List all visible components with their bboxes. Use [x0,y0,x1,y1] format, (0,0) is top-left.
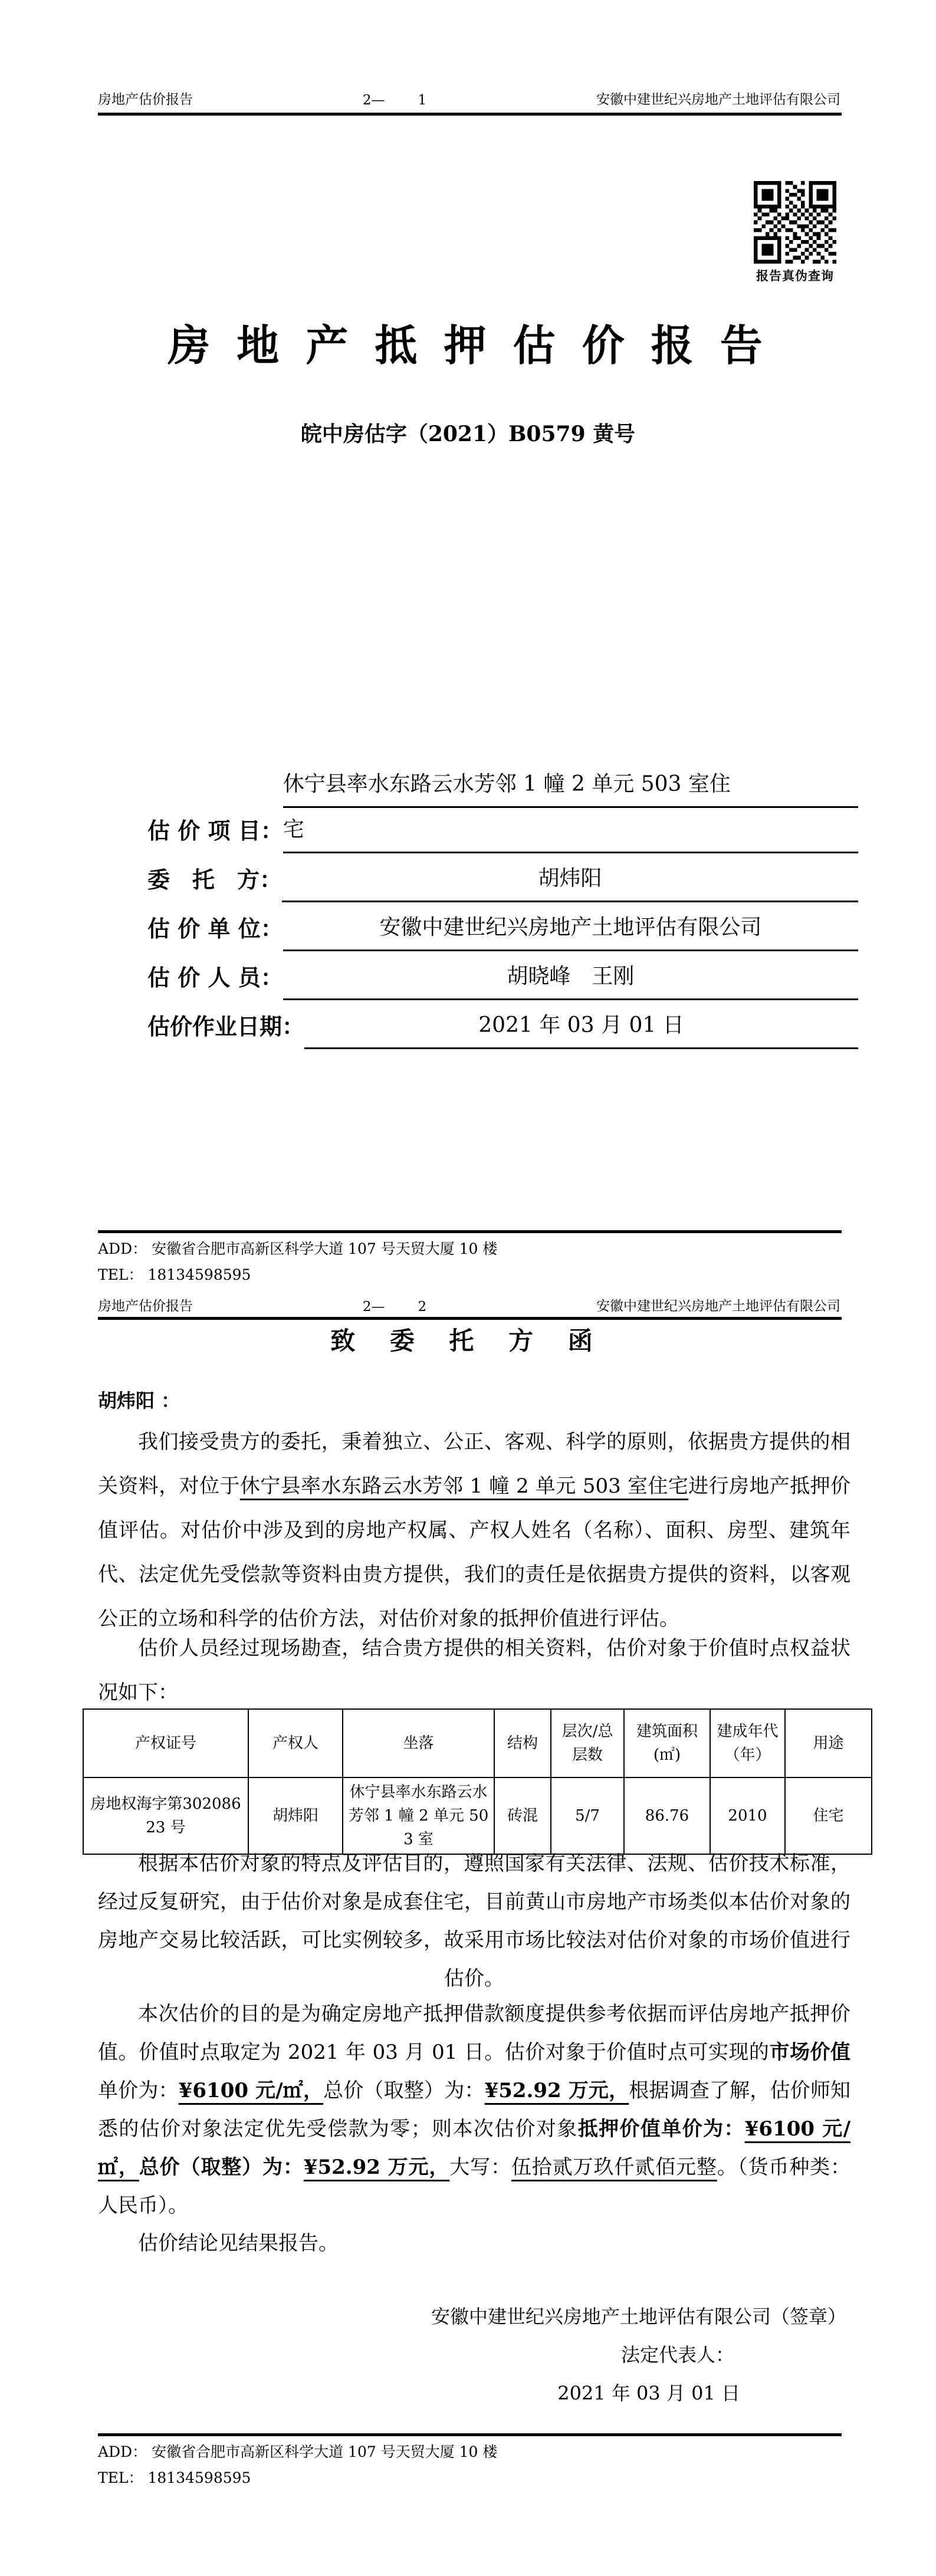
text-segment: 我们接受贵方的委托，秉着独立、公正、客观、科学的原则，依据贵方提供的相关资料，对位于 [98,1430,850,1498]
field-appraisal-date [147,1004,858,1049]
signature-company: 安徽中建世纪兴房地产土地评估有限公司（签章） [431,2305,846,2328]
field-value: 胡炜阳 [282,857,858,902]
footer-rule [98,1230,842,1233]
header-page-indicator [193,1299,596,1315]
field-value-line2: 宅 [283,808,858,853]
letter-paragraph-5: 估价结论见结果报告。 [138,2232,339,2255]
text-segment: 总价（取整）为： [323,2079,485,2102]
qr-caption: 报告真伪查询 [756,268,834,283]
field-value-line1: 休宁县率水东路云水芳邻 1 幢 2 单元 503 室住 [283,763,858,808]
signature-date: 2021 年 03 月 01 日 [557,2382,740,2404]
text-segment: ¥52.92 万元， [303,2156,450,2179]
header-company-name: 安徽中建世纪兴房地产土地评估有限公司 [596,1299,840,1314]
page2-running-header [98,1295,840,1315]
cell-floor: 5/7 [551,1777,624,1854]
qr-code [754,181,836,264]
header-page-prefix: 2— [362,93,385,108]
text-segment: 。（货币种类：人民币）。 [98,2156,851,2217]
cell-owner: 胡炜阳 [248,1777,343,1854]
field-appraisers [147,955,858,1000]
header-doc-title: 房地产估价报告 [98,1299,193,1314]
header-rule [98,113,842,116]
text-segment: 根据调查了解，估价师知悉的估价对象法定优先受偿款为零；则本次估价对象 [98,2079,851,2141]
report-number: 皖中房估字（2021）B0579 黄号 [300,422,636,446]
qr-verification-block [753,181,837,284]
text-segment: 抵押价值单价为： [577,2117,745,2141]
text-segment: 总价（取整）为： [139,2156,304,2179]
col-header-cert-no: 产权证号 [83,1709,248,1777]
header-doc-title: 房地产估价报告 [98,92,193,107]
field-value-wrap [283,763,858,853]
field-client [147,857,858,902]
header-page-number: 2 [418,1299,427,1315]
col-header-structure: 结构 [494,1709,551,1777]
cell-year-built: 2010 [710,1777,785,1854]
field-label: 估 价 单 位： [147,915,283,942]
header-rule [98,1317,842,1320]
text-segment: 休宁县率水东路云水芳邻 1 幢 2 单元 503 室住宅 [239,1474,689,1498]
header-page-indicator [193,93,596,108]
report-title: 房 地 产 抵 押 估 价 报 告 [168,320,768,370]
text-segment: ¥6100 元/㎡， [98,2117,851,2179]
text-segment: 进行房地产抵押价值评估。对估价中涉及到的房地产权属、产权人姓名（名称）、面积、房型、建筑年代、法定优先受偿款等资料由贵方提供，我们的责任是依据贵方提供的资料，以客观公正的立场和科学的估价方法，对估价对象的抵押价值进行评估。 [98,1474,851,1631]
field-label: 估 价 项 目： [147,817,283,844]
page1-footer [98,1236,842,1288]
page1-running-header [98,88,840,108]
field-value: 2021 年 03 月 01 日 [304,1004,858,1049]
footer-phone: TEL： 18134598595 [98,2469,251,2486]
footer-phone: TEL： 18134598595 [98,1266,251,1283]
field-value: 安徽中建世纪兴房地产土地评估有限公司 [283,906,858,951]
col-header-floor: 层次/总层数 [551,1709,624,1777]
signature-legal-representative: 法定代表人： [620,2344,734,2366]
cell-location: 休宁县率水东路云水芳邻 1 幢 2 单元 503 室 [343,1777,494,1854]
text-segment: 伍拾贰万玖仟贰佰元整 [511,2156,717,2179]
cell-structure: 砖混 [494,1777,551,1854]
header-company-name: 安徽中建世纪兴房地产土地评估有限公司 [596,92,840,107]
text-segment: ¥6100 元/㎡， [178,2079,324,2102]
letter-title: 致 委 托 方 函 [330,1326,606,1355]
letter-paragraph-1 [98,1420,850,1641]
field-value: 胡晓峰 王刚 [283,955,858,1000]
text-segment: 市场价值 [769,2041,851,2064]
header-page-prefix: 2— [362,1299,385,1315]
text-segment: ¥52.92 万元， [484,2079,629,2102]
table-row [83,1777,872,1854]
table-header-row [83,1709,872,1777]
letter-paragraph-4 [98,1995,850,2225]
letter-salutation: 胡炜阳 ： [98,1389,180,1412]
footer-rule [98,2433,842,2436]
property-rights-table [83,1708,872,1855]
signature-block [98,2298,846,2413]
field-appraisal-agency [147,906,858,951]
header-page-number: 1 [418,93,427,108]
text-segment: 单价为： [98,2079,179,2102]
footer-address: ADD： 安徽省合肥市高新区科学大道 107 号天贸大厦 10 楼 [98,2443,498,2460]
text-segment: 本次估价的目的是为确定房地产抵押借款额度提供参考依据而评估房地产抵押价值。价值时点取定为 2021 年 03 月 01 日。估价对象于价值时点可实现的 [98,2002,850,2064]
text-segment: 大写： [449,2156,511,2179]
field-label: 估价作业日期： [147,1013,305,1040]
cell-usage: 住宅 [785,1777,872,1854]
col-header-year-built: 建成年代（年） [710,1709,785,1777]
cell-cert-no: 房地权海字第30208623 号 [83,1777,248,1854]
cover-fields [147,763,858,1053]
col-header-owner: 产权人 [248,1709,343,1777]
cell-area: 86.76 [624,1777,710,1854]
field-label: 估 价 人 员： [147,964,283,991]
col-header-location: 坐落 [343,1709,494,1777]
field-label: 委 托 方： [147,866,283,893]
col-header-area: 建筑面积(㎡) [624,1709,710,1777]
col-header-usage: 用途 [785,1709,872,1777]
letter-paragraph-3: 根据本估价对象的特点及评估目的，遵照国家有关法律、法规、估价技术标准，经过反复研究，由于估价对象是成套住宅，目前黄山市房地产市场类似本估价对象的房地产交易比较活跃，可比实例较多，故采用市场比较法对估价对象的市场价值进行估价。 [98,1852,850,1990]
letter-paragraph-2: 估价人员经过现场勘查，结合贵方提供的相关资料，估价对象于价值时点权益状况如下： [98,1637,850,1704]
footer-address: ADD： 安徽省合肥市高新区科学大道 107 号天贸大厦 10 楼 [98,1240,498,1257]
page2-footer [98,2439,842,2491]
field-appraisal-project [147,763,858,853]
